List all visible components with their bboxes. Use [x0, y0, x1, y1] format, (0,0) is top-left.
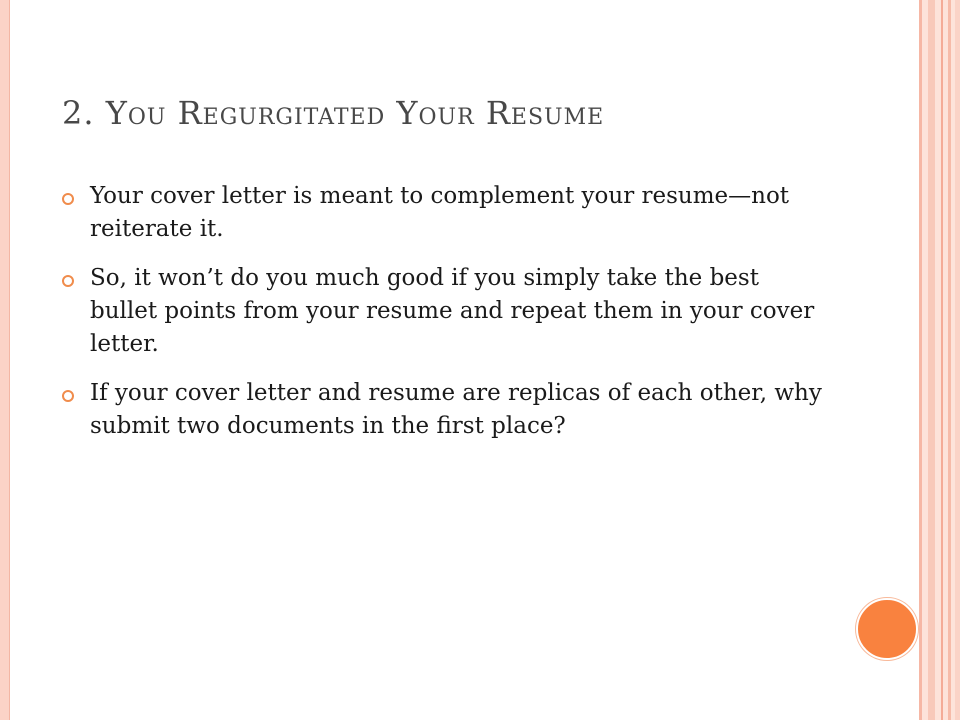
stripe [955, 0, 960, 720]
right-stripe-decoration [919, 0, 960, 720]
stripe [948, 0, 951, 720]
bullet-item [62, 377, 822, 443]
bullet-circle-icon [62, 193, 74, 205]
left-border-decoration [0, 0, 10, 720]
bullet-circle-icon [62, 275, 74, 287]
bullet-list [62, 180, 822, 459]
stripe [919, 0, 922, 720]
orange-circle-decoration [856, 598, 918, 660]
bullet-text: If your cover letter and resume are replicas of each other, why submit two documents in the first place? [90, 380, 822, 439]
slide-title: 2. You Regurgitated Your Resume [62, 94, 605, 132]
bullet-item [62, 262, 822, 361]
bullet-circle-icon [62, 390, 74, 402]
bullet-text: Your cover letter is meant to complement your resume—not reiterate it. [90, 183, 790, 242]
bullet-item [62, 180, 822, 246]
bullet-text: So, it won’t do you much good if you simply take the best bullet points from your resume and repeat them in your cover letter. [90, 265, 815, 357]
stripe [928, 0, 935, 720]
stripe [941, 0, 943, 720]
